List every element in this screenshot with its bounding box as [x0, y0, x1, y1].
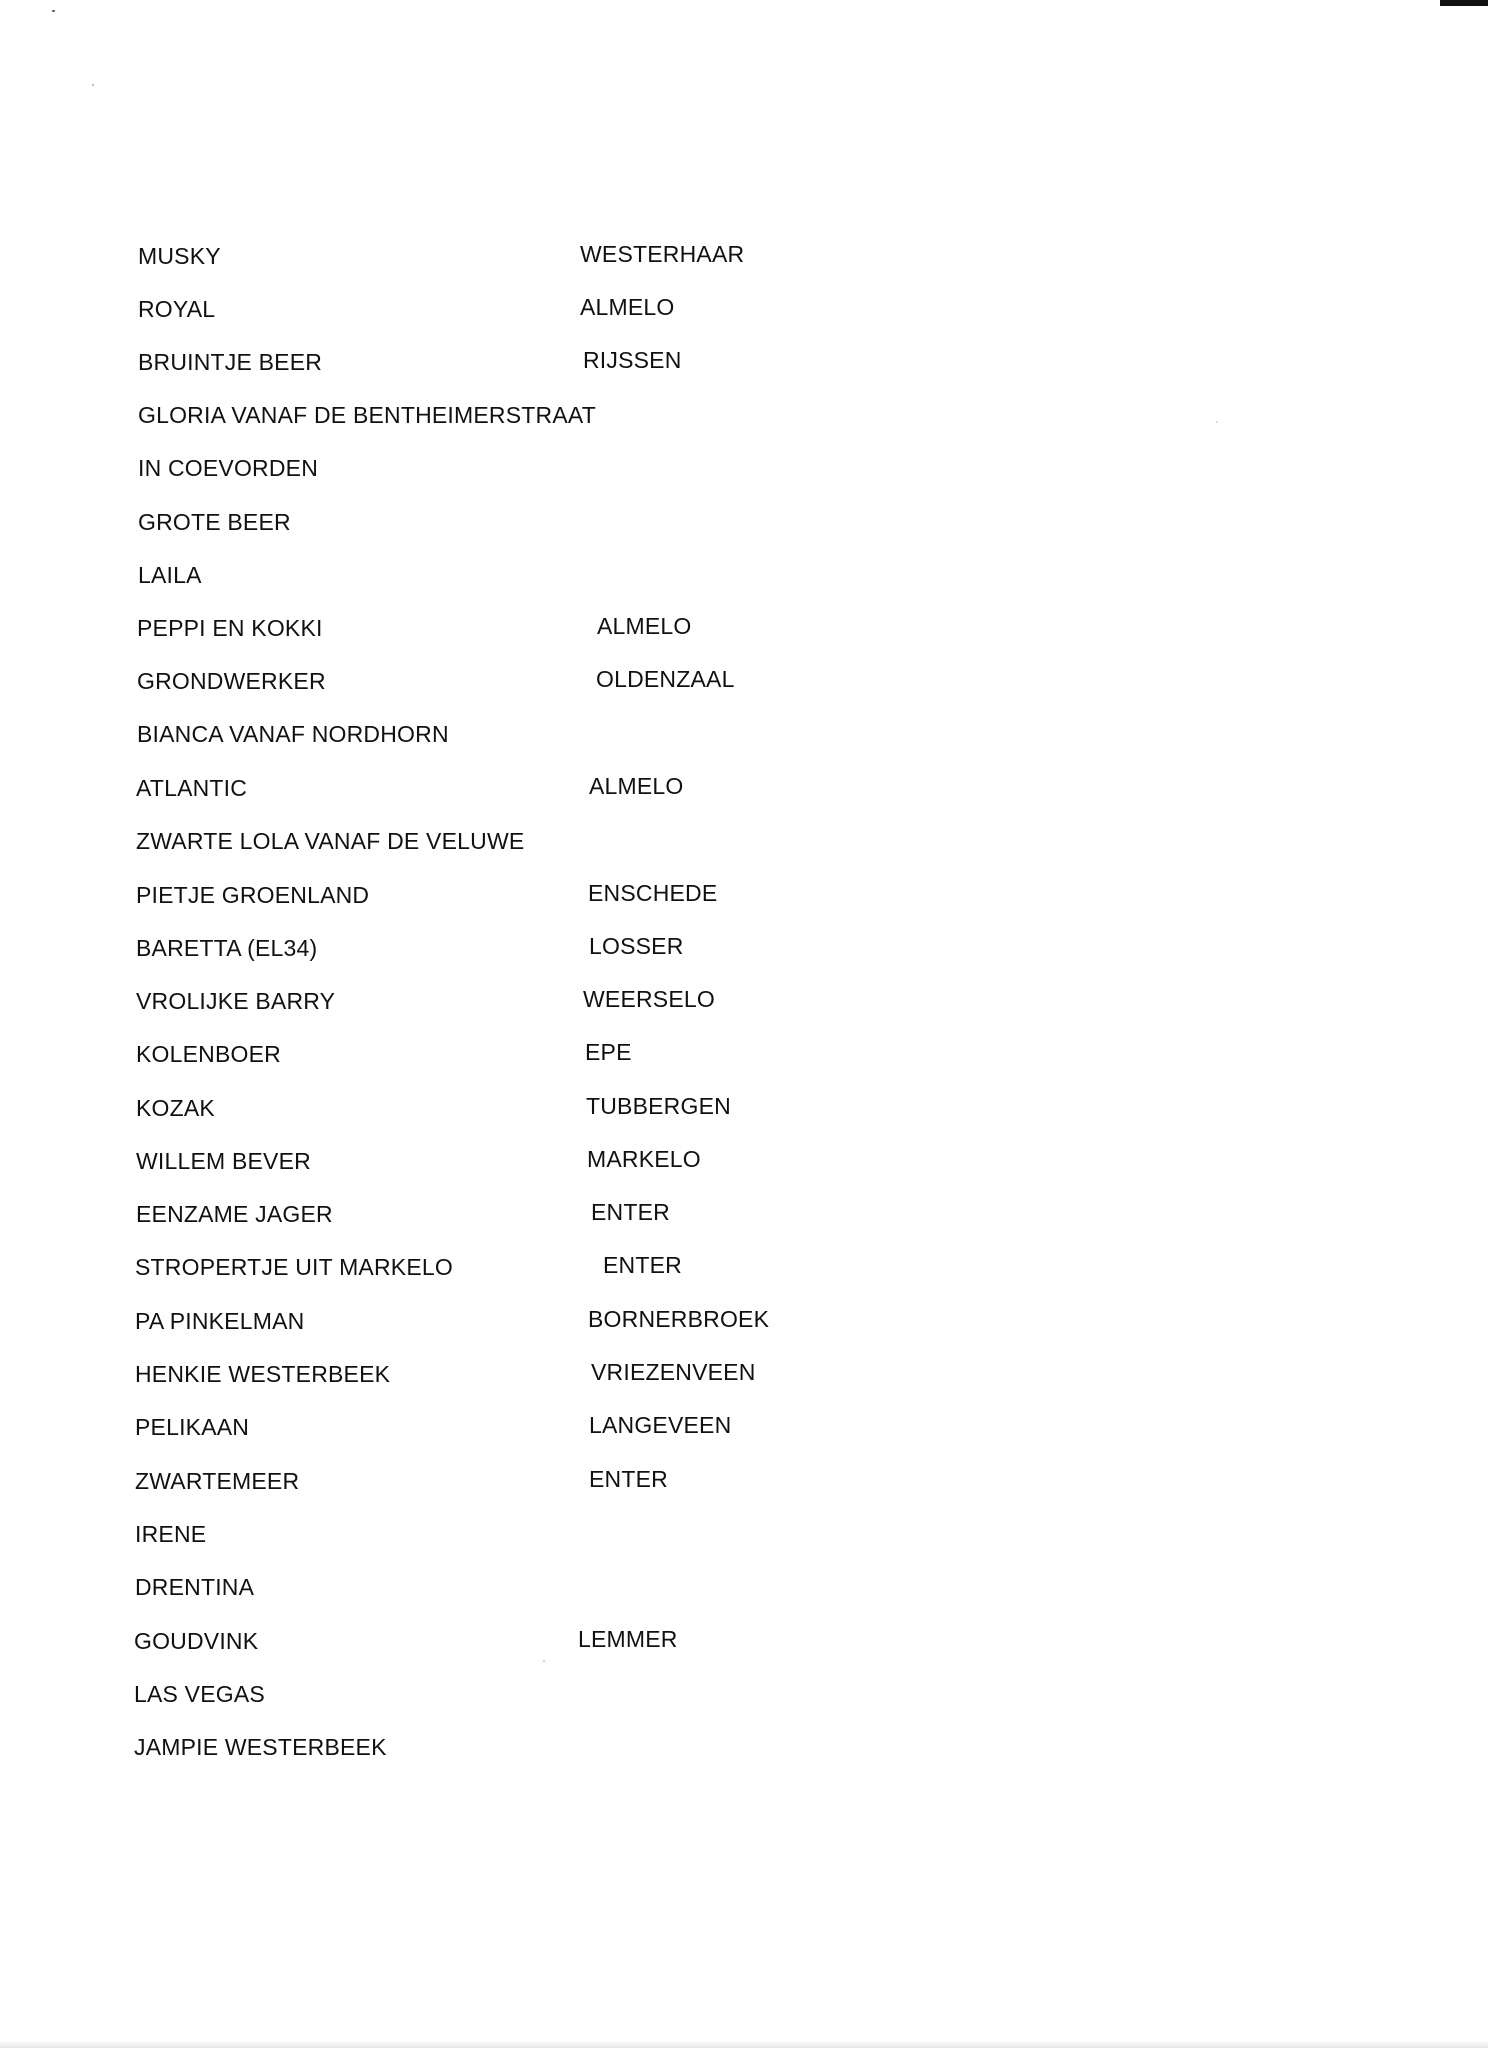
entry-place: ALMELO [589, 773, 684, 799]
list-item [0, 1412, 1488, 1448]
entry-name: GOUDVINK [134, 1628, 259, 1654]
list-item [0, 1359, 1488, 1395]
entry-name: LAS VEGAS [134, 1681, 265, 1707]
list-item [0, 666, 1488, 702]
entry-name: PEPPI EN KOKKI [137, 615, 323, 641]
entry-place: OLDENZAAL [596, 666, 735, 692]
list-item [0, 1519, 1488, 1555]
list-item [0, 933, 1488, 969]
entry-place: TUBBERGEN [586, 1093, 731, 1119]
entry-name: PA PINKELMAN [135, 1308, 305, 1334]
entry-place: ENTER [603, 1252, 682, 1278]
scan-speck [52, 10, 55, 12]
list-item [0, 1199, 1488, 1235]
list-item [0, 1679, 1488, 1715]
entry-place: WEERSELO [583, 986, 715, 1012]
entry-name: ZWARTEMEER [135, 1468, 300, 1494]
entry-name: ROYAL [138, 296, 216, 322]
list-item [0, 507, 1488, 543]
list-item [0, 1626, 1488, 1662]
entry-place: LOSSER [589, 933, 684, 959]
entry-name: WILLEM BEVER [136, 1148, 311, 1174]
entry-name: EENZAME JAGER [136, 1201, 333, 1227]
entry-place: ALMELO [597, 613, 692, 639]
entry-name: PELIKAAN [135, 1414, 250, 1440]
entry-place: ENTER [589, 1466, 668, 1492]
list-item [0, 613, 1488, 649]
entry-name: VROLIJKE BARRY [136, 988, 336, 1014]
entry-place: MARKELO [587, 1146, 701, 1172]
entry-name: ATLANTIC [136, 775, 248, 801]
list-item [0, 826, 1488, 862]
list-item [0, 294, 1488, 330]
entry-place: BORNERBROEK [588, 1306, 770, 1332]
entry-name: LAILA [138, 562, 202, 588]
entry-name: GRONDWERKER [137, 668, 326, 694]
list-item [0, 986, 1488, 1022]
entry-name: BIANCA VANAF NORDHORN [137, 721, 449, 747]
list-item [0, 347, 1488, 383]
entry-place: EPE [585, 1039, 632, 1065]
entry-name: GROTE BEER [138, 509, 291, 535]
entry-place: LANGEVEEN [589, 1412, 732, 1438]
list-item [0, 1572, 1488, 1608]
entry-name: GLORIA VANAF DE BENTHEIMERSTRAAT [138, 402, 596, 428]
entry-name: IRENE [135, 1521, 207, 1547]
entry-place: RIJSSEN [583, 347, 682, 373]
list-item [0, 400, 1488, 436]
entry-place: VRIEZENVEEN [591, 1359, 756, 1385]
entry-name: BRUINTJE BEER [138, 349, 323, 375]
entry-place: WESTERHAAR [580, 241, 745, 267]
entry-name: KOZAK [136, 1095, 215, 1121]
entry-place: ALMELO [580, 294, 675, 320]
entry-name: HENKIE WESTERBEEK [135, 1361, 391, 1387]
list-item [0, 1252, 1488, 1288]
list-item [0, 719, 1488, 755]
entry-name: DRENTINA [135, 1574, 255, 1600]
entry-name: MUSKY [138, 243, 221, 269]
list-item [0, 1466, 1488, 1502]
entry-name: STROPERTJE UIT MARKELO [135, 1254, 453, 1280]
list-item [0, 773, 1488, 809]
entry-place: LEMMER [578, 1626, 678, 1652]
entry-name: KOLENBOER [136, 1041, 281, 1067]
list-item [0, 1146, 1488, 1182]
entry-name: JAMPIE WESTERBEEK [134, 1734, 387, 1760]
list-item [0, 1306, 1488, 1342]
entry-place: ENSCHEDE [588, 880, 718, 906]
scan-speck [92, 84, 94, 86]
list-item [0, 1039, 1488, 1075]
list-item [0, 241, 1488, 277]
list-item [0, 560, 1488, 596]
scan-bottom-edge [0, 2040, 1488, 2048]
entry-place: ENTER [591, 1199, 670, 1225]
entry-name: ZWARTE LOLA VANAF DE VELUWE [136, 828, 525, 854]
scan-edge-mark [1440, 0, 1488, 6]
list-item [0, 880, 1488, 916]
entry-name: IN COEVORDEN [138, 455, 319, 481]
list-item [0, 1732, 1488, 1768]
entry-name: PIETJE GROENLAND [136, 882, 370, 908]
entry-name: BARETTA (EL34) [136, 935, 318, 961]
list-item [0, 1093, 1488, 1129]
list-item [0, 453, 1488, 489]
